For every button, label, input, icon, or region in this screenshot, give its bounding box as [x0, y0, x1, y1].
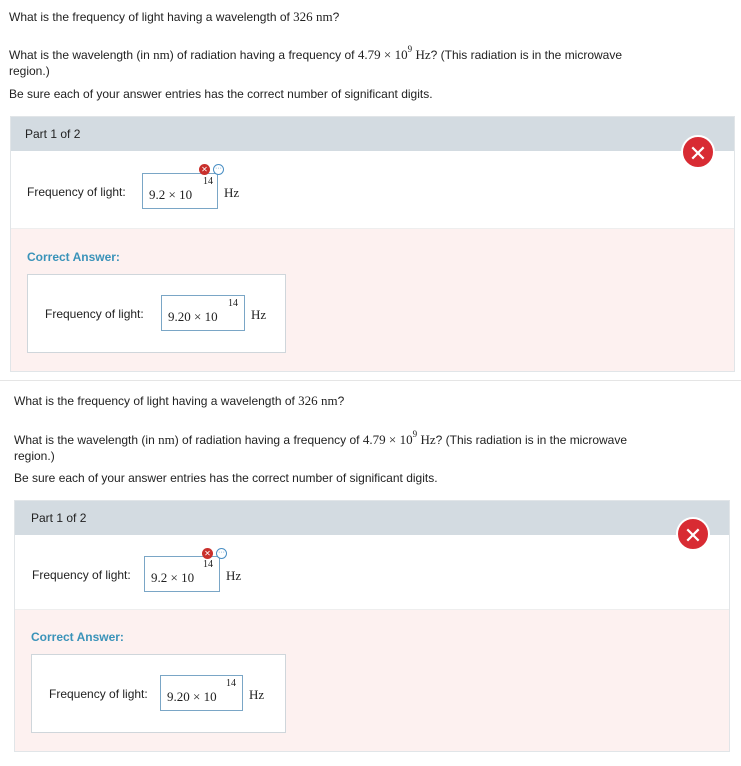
- more-options-icon[interactable]: ···: [213, 164, 224, 175]
- question-line-1: What is the frequency of light having a wavelength of 326 nm?: [9, 9, 340, 24]
- correct-answer-section: [11, 228, 734, 371]
- part-label: Part 1 of 2: [31, 511, 87, 525]
- error-icon[interactable]: ✕: [202, 548, 213, 559]
- block-divider: [0, 380, 741, 381]
- error-icon[interactable]: ✕: [199, 164, 210, 175]
- sig-fig-note: Be sure each of your answer entries has the correct number of significant digits.: [9, 87, 433, 101]
- incorrect-icon: ✕: [676, 517, 710, 551]
- part-header: [15, 501, 729, 535]
- question-line-2: What is the wavelength (in nm) of radiation having a frequency of $4.79 \times 10^9$ Hz? (This radiation is in the microwave region.): [9, 44, 623, 78]
- correct-answer-card: [31, 654, 286, 733]
- part-label: Part 1 of 2: [25, 127, 81, 141]
- correct-answer-label: Frequency of light:: [45, 307, 144, 321]
- answer-label: Frequency of light:: [32, 568, 131, 582]
- question-block-1: [0, 0, 741, 378]
- frequency-input[interactable]: 9.2 × 10 14: [144, 556, 220, 592]
- sig-fig-note: Be sure each of your answer entries has the correct number of significant digits.: [14, 471, 438, 485]
- question-block-2: [0, 382, 741, 762]
- correct-answer-title: Correct Answer:: [31, 630, 124, 644]
- correct-answer-unit: Hz: [251, 307, 267, 322]
- incorrect-icon: ✕: [681, 135, 715, 169]
- correct-answer-unit: Hz: [249, 687, 265, 702]
- part-panel: [10, 116, 735, 372]
- correct-answer-value: 9.20 × 10 14: [160, 675, 243, 711]
- correct-answer-value: 9.20 × 10 14: [161, 295, 245, 331]
- question-line-1: What is the frequency of light having a wavelength of 326 nm?: [14, 393, 345, 408]
- answer-unit: Hz: [226, 568, 242, 583]
- correct-answer-section: [15, 609, 729, 751]
- part-header: [11, 117, 734, 151]
- more-options-icon[interactable]: ···: [216, 548, 227, 559]
- answer-unit: Hz: [224, 185, 240, 200]
- frequency-input[interactable]: 9.2 × 10 14: [142, 173, 218, 209]
- correct-answer-card: [27, 274, 286, 353]
- answer-label: Frequency of light:: [27, 185, 126, 199]
- question-line-2: What is the wavelength (in nm) of radiation having a frequency of $4.79 \times 10^9$ Hz? (This radiation is in the microwave region.): [14, 429, 628, 463]
- part-panel: [14, 500, 730, 752]
- answer-row: [11, 151, 734, 229]
- answer-row: [15, 535, 729, 611]
- correct-answer-title: Correct Answer:: [27, 250, 120, 264]
- correct-answer-label: Frequency of light:: [49, 687, 148, 701]
